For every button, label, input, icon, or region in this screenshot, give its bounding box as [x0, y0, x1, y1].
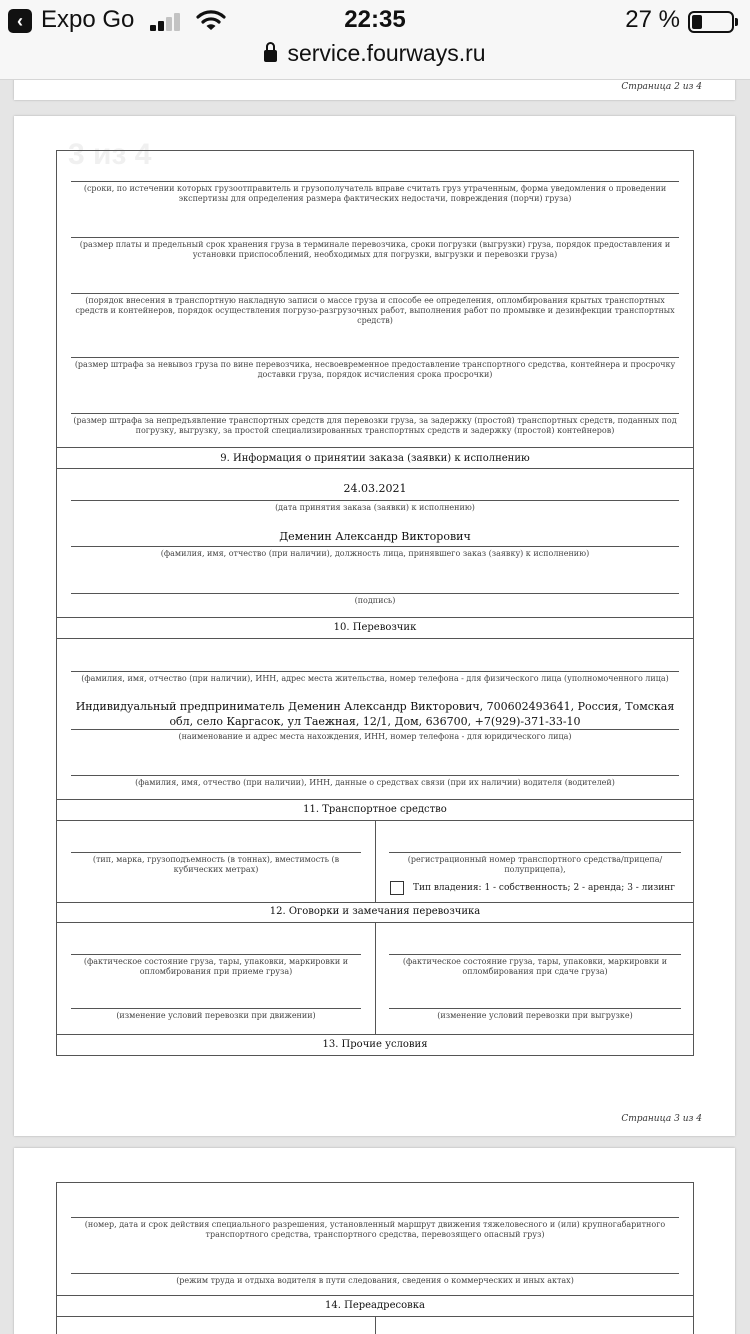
divider: [57, 902, 693, 903]
column-divider: [375, 922, 376, 1034]
chevron-left-icon[interactable]: ‹: [8, 9, 32, 33]
weighing-terms-field-label: (порядок внесения в транспортную накладную записи о массе груза и способе ее определения, опломбирования крытых транспортных средств и контейнеров, порядок осуществления погрузо-разгрузочных работ, выполнения работ по промывке и дезинфекции транспортных средств): [71, 293, 679, 326]
cargo-delivery-state-label: (фактическое состояние груза, тары, упаковки, маркировки и опломбирования при сдаче груза): [389, 954, 681, 977]
signature-label: (подпись): [71, 593, 679, 606]
vehicle-delay-fine-field-label: (размер штрафа за непредъявление транспортных средств для перевозки груза, за задержку (простой) транспортных средств, поданных под погрузку, выгрузку, за простой специализированных транспортных средств и задержку (простой) контейнеров): [71, 413, 679, 436]
acceptance-date-label: (дата принятия заказа (заявки) к исполнению): [71, 500, 679, 513]
section-12-title: 12. Оговорки и замечания перевозчика: [269, 906, 481, 917]
divider: [57, 799, 693, 800]
divider: [57, 447, 693, 448]
divider: [57, 617, 693, 618]
battery-percent: 27 %: [625, 6, 680, 33]
registration-number-label: (регистрационный номер транспортного средства/прицепа/полуприцепа),: [389, 852, 681, 875]
page-number: Страница 2 из 4: [621, 82, 702, 92]
document-page-4: [14, 1148, 735, 1334]
status-bar: [0, 0, 750, 42]
delivery-terms-field-label: (сроки, по истечении которых грузоотправитель и грузополучатель вправе считать груз утраченным, форма уведомления о проведении экспертизы для определения размера фактических недостачи, повреждения (порчи) груза): [71, 181, 679, 204]
section-10-title: 10. Перевозчик: [333, 622, 417, 633]
ownership-type-checkbox[interactable]: [390, 881, 404, 895]
driver-label: (фамилия, имя, отчество (при наличии), ИНН, данные о средствах связи (при их наличии) водителя (водителей): [71, 775, 679, 788]
clock: 22:35: [344, 6, 406, 33]
divider: [57, 468, 693, 469]
acceptance-date-value: 24.03.2021: [343, 482, 407, 495]
divider: [57, 1034, 693, 1035]
address-bar[interactable]: [0, 40, 750, 70]
section-11-title: 11. Транспортное средство: [303, 804, 447, 815]
divider: [57, 638, 693, 639]
divider: [57, 1295, 693, 1296]
lock-icon: [264, 50, 277, 62]
browser-top-bar: [0, 0, 750, 80]
non-removal-fine-field-label: (размер штрафа за невывоз груза по вине перевозчика, несвоевременное предоставление транспортного средства, контейнера и просрочку доставки груза, порядок исчисления срока просрочки): [71, 357, 679, 380]
acceptor-name-label: (фамилия, имя, отчество (при наличии), должность лица, принявшего заказ (заявку) к исполнению): [71, 546, 679, 559]
section-14-title: 14. Переадресовка: [325, 1300, 425, 1311]
ownership-type-label: Тип владения: 1 - собственность; 2 - аренда; 3 - лизинг: [413, 883, 676, 893]
special-permit-label: (номер, дата и срок действия специального разрешения, установленный маршрут движения тяжеловесного и (или) крупногабаритного транспортного средства, транспортного средства, перевозящего опасный груз): [71, 1217, 679, 1240]
storage-terms-field-label: (размер платы и предельный срок хранения груза в терминале перевозчика, сроки погрузки (выгрузки) груза, порядок предоставления и установки приспособлений, необходимых для погрузки, выгрузки и перевозки груза): [71, 237, 679, 260]
page-number: Страница 3 из 4: [621, 1114, 702, 1124]
column-divider: [375, 1316, 376, 1334]
vehicle-type-label: (тип, марка, грузоподъемность (в тоннах), вместимость (в кубических метрах): [71, 852, 361, 875]
section-13-title: 13. Прочие условия: [322, 1039, 428, 1050]
section-9-title: 9. Информация о принятии заказа (заявки) к исполнению: [220, 453, 530, 464]
driver-regime-label: (режим труда и отдыха водителя в пути следования, сведения о коммерческих и иных актах): [71, 1273, 679, 1286]
form-table: [56, 1182, 694, 1334]
document-page-3: [14, 116, 735, 1136]
unloading-change-label: (изменение условий перевозки при выгрузке): [389, 1008, 681, 1021]
battery-level-fill: [692, 15, 702, 29]
cargo-receipt-state-label: (фактическое состояние груза, тары, упаковки, маркировки и опломбирования при приеме груза): [71, 954, 361, 977]
movement-change-label: (изменение условий перевозки при движении): [71, 1008, 361, 1021]
acceptor-name-value: Деменин Александр Викторович: [279, 530, 471, 543]
form-table: [56, 150, 694, 1056]
carrier-value: Индивидуальный предприниматель Деменин Александр Викторович, 700602493641, Россия, Томская обл, село Каргасок, ул Таежная, 12/1, Дом, 636700, +7(929)-371-33-10: [75, 700, 675, 728]
page-watermark: 3 из 4: [68, 138, 152, 171]
url-text[interactable]: service.fourways.ru: [287, 40, 486, 66]
carrier-individual-label: (фамилия, имя, отчество (при наличии), ИНН, адрес места жительства, номер телефона - для физического лица (уполномоченного лица): [71, 671, 679, 684]
back-to-app-label[interactable]: Expo Go: [41, 6, 135, 33]
carrier-legal-label: (наименование и адрес места нахождения, ИНН, номер телефона - для юридического лица): [71, 729, 679, 742]
column-divider: [375, 820, 376, 902]
battery-icon: [688, 11, 734, 33]
